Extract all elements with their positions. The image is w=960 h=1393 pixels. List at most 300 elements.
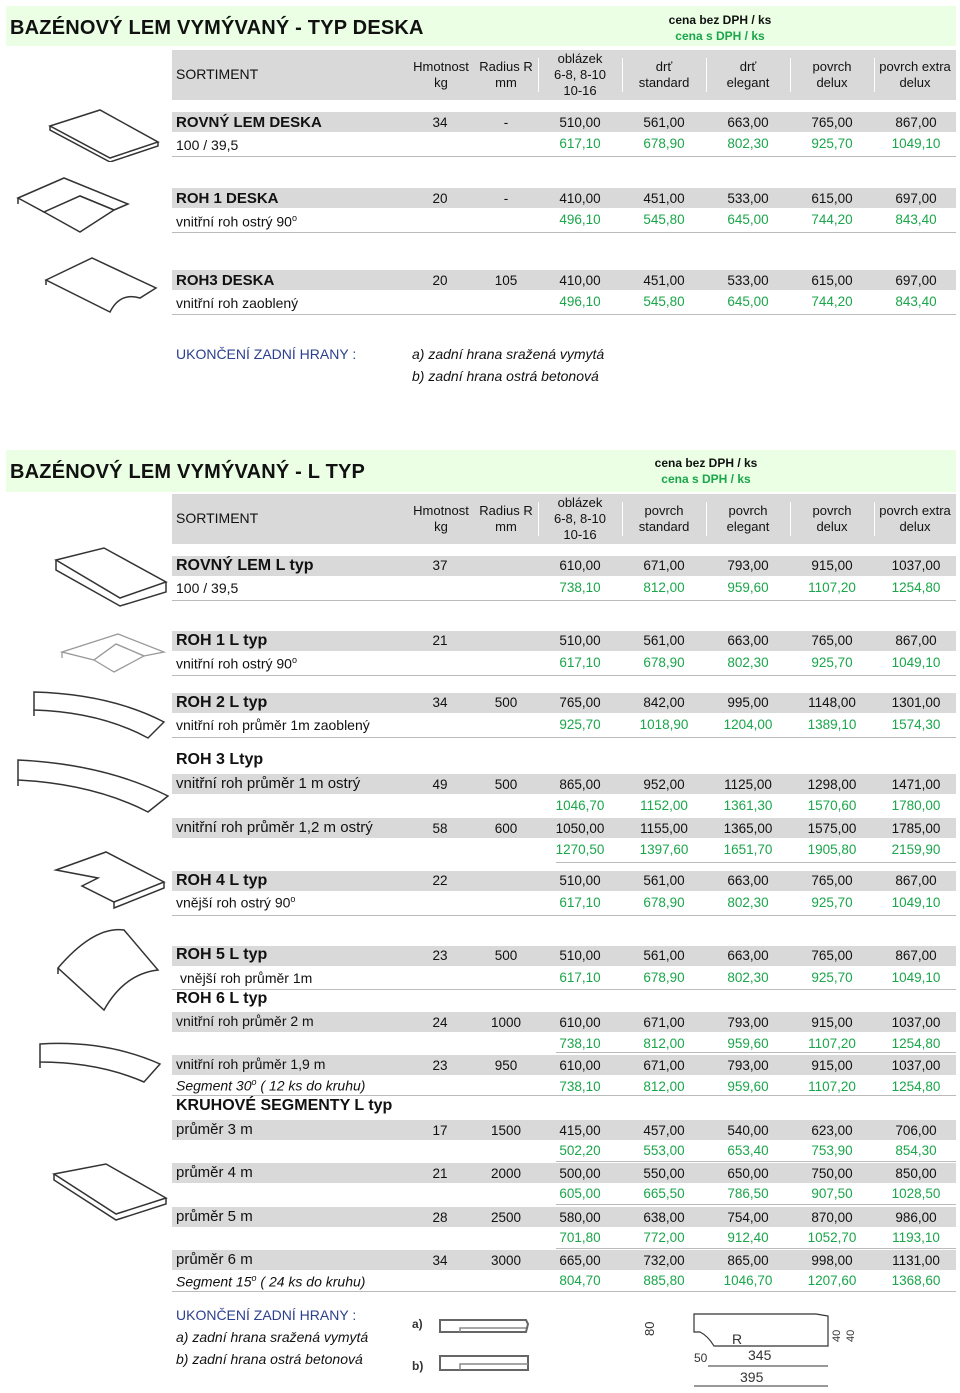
product-description — [176, 580, 238, 596]
product-image-roh3-deska — [36, 254, 166, 322]
price-with-vat-value: 1254,80 — [891, 1079, 941, 1094]
col-povrch-delux: povrch delux — [812, 503, 852, 534]
product-image-rovny-lem-deska — [40, 108, 170, 162]
weight-value: 24 — [432, 1015, 448, 1030]
row-underline — [172, 1291, 956, 1292]
col-drt-elegant: drť elegant — [726, 59, 770, 90]
price-without-vat-value: 1471,00 — [891, 777, 941, 792]
product-name: ROH 1 L typ — [176, 632, 268, 649]
product-image-roh3-l — [14, 756, 174, 818]
price-without-vat-value: 915,00 — [811, 1015, 853, 1030]
price-without-vat-value: 500,00 — [559, 1166, 601, 1181]
price-with-vat-value: 1193,10 — [892, 1230, 940, 1245]
price-without-vat-value: 754,00 — [727, 1210, 769, 1225]
price-with-vat-value: 802,30 — [727, 970, 769, 985]
price-with-vat-value: 1046,70 — [555, 798, 605, 813]
price-without-vat-value: 623,00 — [811, 1123, 853, 1138]
col-povrch-delux: povrch delux — [812, 59, 852, 90]
section1-finish-b: b) zadní hrana ostrá betonová — [412, 368, 599, 384]
product-image-kruhovy-segment — [48, 1160, 172, 1222]
product-description — [176, 213, 297, 230]
price-with-vat-value: 1018,90 — [639, 717, 689, 732]
weight-value: 34 — [432, 1253, 448, 1268]
product-name: ROH 4 L typ — [176, 872, 268, 889]
row-underline — [556, 1052, 956, 1053]
price-with-vat-value: 925,70 — [559, 717, 601, 732]
price-with-vat-value: 925,70 — [811, 970, 853, 985]
product-image-roh5-l — [54, 924, 166, 1020]
product-description-text: průměr 6 m — [176, 1251, 253, 1268]
weight-value: 21 — [432, 1166, 448, 1181]
price-with-vat-value: 1046,70 — [723, 1273, 773, 1288]
product-description — [176, 819, 373, 836]
price-without-vat-value: 765,00 — [811, 633, 853, 648]
price-without-vat-value: 697,00 — [895, 191, 937, 206]
price-with-vat-value: 1049,10 — [891, 136, 941, 151]
price-with-vat-value: 665,50 — [643, 1186, 685, 1201]
price-with-vat: cena s DPH / ks — [661, 472, 751, 486]
dim-80: 80 — [642, 1321, 657, 1336]
product-description — [176, 775, 360, 792]
price-without-vat-value: 865,00 — [559, 777, 601, 792]
price-with-vat-value: 553,00 — [643, 1143, 685, 1158]
price-with-vat-value: 772,00 — [643, 1230, 685, 1245]
price-with-vat-value: 1204,00 — [723, 717, 773, 732]
price-without-vat-value: 561,00 — [643, 633, 685, 648]
weight-value: 49 — [432, 777, 448, 792]
price-without-vat-value: 451,00 — [643, 191, 685, 206]
radius-value: - — [503, 191, 509, 206]
product-description-text: vnitřní roh průměr 1m zaoblený — [176, 717, 370, 733]
product-description-text: vnitřní roh průměr 2 m — [176, 1013, 314, 1029]
row-underline — [556, 1161, 956, 1162]
product-description — [180, 970, 312, 986]
price-with-vat-value: 744,20 — [811, 294, 853, 309]
product-description — [176, 655, 297, 672]
product-description-text: průměr 4 m — [176, 1164, 253, 1181]
price-without-vat-value: 663,00 — [727, 633, 769, 648]
price-without-vat-value: 750,00 — [811, 1166, 853, 1181]
row-underline — [172, 1095, 956, 1096]
row-underline — [172, 232, 956, 233]
price-without-vat-value: 986,00 — [895, 1210, 937, 1225]
price-without-vat-value: 663,00 — [727, 115, 769, 130]
segment-note — [176, 1077, 365, 1094]
price-with-vat-value: 545,80 — [643, 212, 685, 227]
edge-profile-drawing — [408, 1306, 948, 1390]
price-without-vat-value: 510,00 — [559, 948, 601, 963]
price-with-vat-value: 1049,10 — [891, 655, 941, 670]
profile-label-b: b) — [412, 1359, 424, 1373]
price-without-vat-value: 665,00 — [559, 1253, 601, 1268]
price-with-vat-value: 678,90 — [643, 136, 685, 151]
col-hmotnost: Hmotnost kg — [413, 59, 469, 90]
row-underline — [556, 1204, 956, 1205]
weight-value: 58 — [432, 821, 448, 836]
weight-value: 34 — [432, 695, 448, 710]
price-with-vat-value: 645,00 — [727, 294, 769, 309]
price-without-vat-value: 850,00 — [895, 1166, 937, 1181]
price-with-vat-value: 885,80 — [643, 1273, 685, 1288]
price-without-vat-value: 867,00 — [895, 948, 937, 963]
product-name: ROH 3 Ltyp — [176, 751, 264, 768]
product-name: ROH3 DESKA — [176, 272, 275, 289]
price-with-vat-value: 959,60 — [727, 1036, 769, 1051]
product-description — [176, 1251, 253, 1268]
price-without-vat-value: 793,00 — [727, 1015, 769, 1030]
product-image-rovny-lem-l — [48, 546, 172, 608]
radius-value: 500 — [494, 948, 518, 963]
price-without-vat-value: 915,00 — [811, 1058, 853, 1073]
segment-text: Segment 30 — [176, 1077, 252, 1094]
price-without-vat-value: 865,00 — [727, 1253, 769, 1268]
price-with-vat-value: 1780,00 — [891, 798, 941, 813]
price-without-vat-value: 561,00 — [643, 948, 685, 963]
price-without-vat-value: 410,00 — [559, 191, 601, 206]
price-with-vat-value: 678,90 — [643, 655, 685, 670]
product-name: ROH 1 DESKA — [176, 190, 279, 207]
product-name: ROH 6 L typ — [176, 990, 268, 1007]
section2-price-head — [616, 455, 796, 487]
price-without-vat-value: 1125,00 — [724, 777, 772, 792]
weight-value: 37 — [432, 558, 448, 573]
price-with-vat-value: 496,10 — [559, 212, 601, 227]
row-underline — [172, 989, 956, 990]
price-without-vat-value: 615,00 — [811, 191, 853, 206]
price-with-vat-value: 1049,10 — [891, 970, 941, 985]
product-description — [176, 295, 298, 311]
sortiment-label: SORTIMENT — [176, 510, 259, 526]
radius-value: 1500 — [490, 1123, 522, 1138]
price-without-vat-value: 610,00 — [559, 1058, 601, 1073]
price-without-vat-value: 765,00 — [811, 948, 853, 963]
price-with-vat-value: 1397,60 — [639, 842, 689, 857]
row-underline — [172, 915, 956, 916]
weight-value: 20 — [432, 191, 448, 206]
section1-header — [172, 50, 956, 100]
price-with-vat-value: 802,30 — [727, 895, 769, 910]
section2-header — [172, 494, 956, 544]
price-without-vat-value: 671,00 — [643, 1015, 685, 1030]
radius-value: 500 — [494, 777, 518, 792]
price-without-vat-value: 1148,00 — [808, 695, 856, 710]
price-without-vat-value: 952,00 — [643, 777, 685, 792]
product-description — [176, 1121, 253, 1138]
segment-count: ( 12 ks do kruhu) — [256, 1077, 366, 1094]
row-underline — [172, 156, 956, 157]
price-with-vat-value: 617,10 — [559, 895, 601, 910]
price-without-vat: cena bez DPH / ks — [668, 13, 772, 27]
price-with-vat-value: 1049,10 — [891, 895, 941, 910]
price-with-vat-value: 907,50 — [811, 1186, 853, 1201]
price-with-vat-value: 1651,70 — [723, 842, 773, 857]
segment-note — [176, 1273, 365, 1290]
product-description-text: 100 / 39,5 — [176, 580, 239, 596]
degree-sup: o — [291, 213, 297, 223]
price-with-vat-value: 1905,80 — [807, 842, 857, 857]
price-with-vat-value: 1107,20 — [808, 1079, 856, 1094]
col-drt-standard: drť standard — [638, 59, 690, 90]
radius-value: 1000 — [490, 1015, 522, 1030]
price-with-vat-value: 502,20 — [559, 1143, 601, 1158]
price-without-vat-value: 1050,00 — [555, 821, 605, 836]
section1-finish-label: UKONČENÍ ZADNÍ HRANY : — [176, 346, 357, 362]
price-with-vat-value: 1107,20 — [808, 580, 856, 595]
weight-value: 34 — [432, 115, 448, 130]
price-with-vat-value: 744,20 — [811, 212, 853, 227]
price-without-vat-value: 663,00 — [727, 873, 769, 888]
price-without-vat-value: 1575,00 — [807, 821, 857, 836]
product-image-roh2-l — [30, 688, 170, 748]
price-with-vat-value: 738,10 — [559, 1036, 601, 1051]
product-description-text: vnější roh průměr 1m — [180, 970, 313, 986]
price-without-vat-value: 842,00 — [643, 695, 685, 710]
price-without-vat-value: 410,00 — [559, 273, 601, 288]
weight-value: 23 — [432, 1058, 448, 1073]
price-without-vat-value: 1037,00 — [891, 558, 941, 573]
section2-finish-label: UKONČENÍ ZADNÍ HRANY : — [176, 1307, 357, 1323]
price-without-vat-value: 1785,00 — [891, 821, 941, 836]
price-without-vat-value: 995,00 — [727, 695, 769, 710]
product-image-roh1-deska — [14, 174, 134, 240]
product-description — [176, 1164, 253, 1181]
price-with-vat-value: 1152,00 — [640, 798, 688, 813]
weight-value: 20 — [432, 273, 448, 288]
price-without-vat-value: 793,00 — [727, 558, 769, 573]
degree-sup: o — [251, 1077, 257, 1087]
section1-price-head — [630, 12, 810, 44]
price-with-vat-value: 1028,50 — [891, 1186, 941, 1201]
radius-value: 105 — [494, 273, 518, 288]
degree-sup: o — [251, 1273, 257, 1283]
price-with-vat-value: 1389,10 — [807, 717, 857, 732]
price-with-vat-value: 1368,60 — [891, 1273, 941, 1288]
price-without-vat-value: 867,00 — [895, 873, 937, 888]
product-name: ROH 2 L typ — [176, 694, 268, 711]
price-with-vat-value: 843,40 — [895, 212, 937, 227]
weight-value: 17 — [432, 1123, 448, 1138]
price-without-vat-value: 533,00 — [727, 191, 769, 206]
price-without-vat-value: 540,00 — [727, 1123, 769, 1138]
dim-40-a: 40 — [831, 1329, 843, 1342]
price-with-vat-value: 1207,60 — [807, 1273, 857, 1288]
product-image-roh6-l — [36, 1036, 168, 1094]
row-underline — [172, 737, 956, 738]
sortiment-label: SORTIMENT — [176, 66, 259, 82]
price-with-vat-value: 738,10 — [559, 580, 601, 595]
price-with-vat-value: 1574,30 — [891, 717, 941, 732]
price-without-vat: cena bez DPH / ks — [654, 456, 758, 470]
price-without-vat-value: 706,00 — [895, 1123, 937, 1138]
product-description-text: průměr 5 m — [176, 1208, 253, 1225]
radius-value: 950 — [494, 1058, 518, 1073]
price-without-vat-value: 457,00 — [643, 1123, 685, 1138]
price-with-vat-value: 617,10 — [559, 970, 601, 985]
product-description-text: vnitřní roh průměr 1 m ostrý — [176, 775, 361, 792]
price-with-vat-value: 545,80 — [643, 294, 685, 309]
col-povrch-standard: povrch standard — [638, 503, 690, 534]
row-underline — [172, 600, 956, 601]
dim-395: 395 — [740, 1369, 764, 1385]
price-without-vat-value: 550,00 — [643, 1166, 685, 1181]
price-without-vat-value: 697,00 — [895, 273, 937, 288]
price-without-vat-value: 1155,00 — [640, 821, 688, 836]
col-oblazek: oblázek 6-8, 8-10 10-16 — [553, 51, 607, 98]
price-without-vat-value: 1037,00 — [891, 1015, 941, 1030]
product-description — [176, 137, 238, 153]
price-without-vat-value: 561,00 — [643, 115, 685, 130]
price-without-vat-value: 1037,00 — [891, 1058, 941, 1073]
product-description — [176, 1208, 253, 1225]
weight-value: 22 — [432, 873, 448, 888]
section2-finish-a: a) zadní hrana sražená vymytá — [176, 1329, 369, 1345]
price-without-vat-value: 615,00 — [811, 273, 853, 288]
section1-finish-a: a) zadní hrana sražená vymytá — [412, 346, 605, 362]
price-with-vat-value: 854,30 — [895, 1143, 937, 1158]
row-underline — [172, 314, 956, 315]
dim-345: 345 — [748, 1347, 772, 1363]
price-without-vat-value: 867,00 — [895, 115, 937, 130]
product-name: ROVNÝ LEM L typ — [176, 557, 314, 574]
product-description — [176, 1056, 325, 1072]
product-description-text: vnitřní roh ostrý 90 — [176, 213, 292, 230]
price-without-vat-value: 510,00 — [559, 633, 601, 648]
price-without-vat-value: 867,00 — [895, 633, 937, 648]
radius-value: 2500 — [490, 1210, 522, 1225]
profile-label-a: a) — [412, 1317, 423, 1331]
segment-text: Segment 15 — [176, 1273, 252, 1290]
product-description — [176, 1013, 314, 1029]
product-image-roh1-l — [58, 630, 170, 678]
weight-value: 21 — [432, 633, 448, 648]
price-with-vat-value: 925,70 — [811, 655, 853, 670]
price-with-vat-value: 2159,90 — [891, 842, 941, 857]
segment-count: ( 24 ks do kruhu) — [256, 1273, 366, 1290]
radius-value: 600 — [494, 821, 518, 836]
col-radius: Radius R mm — [479, 59, 533, 90]
col-radius: Radius R mm — [479, 503, 533, 534]
product-description-text: vnitřní roh průměr 1,2 m ostrý — [176, 819, 373, 836]
price-without-vat-value: 1365,00 — [723, 821, 773, 836]
price-with-vat-value: 617,10 — [559, 136, 601, 151]
price-without-vat-value: 1301,00 — [891, 695, 941, 710]
price-with-vat-value: 753,90 — [811, 1143, 853, 1158]
price-without-vat-value: 732,00 — [643, 1253, 685, 1268]
degree-sup: o — [290, 894, 296, 904]
radius-value: 500 — [494, 695, 518, 710]
price-without-vat-value: 1298,00 — [807, 777, 857, 792]
row-underline — [556, 1248, 956, 1249]
price-with-vat-value: 802,30 — [727, 655, 769, 670]
price-with-vat-value: 1254,80 — [891, 1036, 941, 1051]
price-with-vat-value: 925,70 — [811, 136, 853, 151]
price-without-vat-value: 998,00 — [811, 1253, 853, 1268]
col-povrch-elegant: povrch elegant — [726, 503, 770, 534]
price-with-vat-value: 812,00 — [643, 1036, 685, 1051]
price-without-vat-value: 415,00 — [559, 1123, 601, 1138]
price-with-vat-value: 812,00 — [643, 580, 685, 595]
price-without-vat-value: 765,00 — [559, 695, 601, 710]
product-name: KRUHOVÉ SEGMENTY L typ — [176, 1097, 393, 1114]
price-without-vat-value: 451,00 — [643, 273, 685, 288]
price-with-vat-value: 605,00 — [559, 1186, 601, 1201]
price-with-vat-value: 617,10 — [559, 655, 601, 670]
weight-value: 28 — [432, 1210, 448, 1225]
product-image-roh4-l — [52, 848, 172, 918]
row-underline — [172, 675, 956, 676]
col-povrch-extra-delux: povrch extra delux — [879, 59, 951, 90]
dim-50: 50 — [694, 1351, 708, 1365]
price-without-vat-value: 580,00 — [559, 1210, 601, 1225]
dim-r: R — [732, 1331, 743, 1347]
price-without-vat-value: 533,00 — [727, 273, 769, 288]
product-name: ROVNÝ LEM DESKA — [176, 114, 322, 131]
weight-value: 23 — [432, 948, 448, 963]
col-oblazek: oblázek 6-8, 8-10 10-16 — [553, 495, 607, 542]
product-description — [176, 894, 295, 911]
price-with-vat-value: 645,00 — [727, 212, 769, 227]
price-with-vat-value: 1107,20 — [808, 1036, 856, 1051]
price-with-vat-value: 804,70 — [559, 1273, 601, 1288]
price-with-vat-value: 1254,80 — [891, 580, 941, 595]
price-without-vat-value: 915,00 — [811, 558, 853, 573]
radius-value: 2000 — [490, 1166, 522, 1181]
price-with-vat-value: 1052,70 — [807, 1230, 857, 1245]
product-description-text: 100 / 39,5 — [176, 137, 239, 153]
price-with-vat-value: 959,60 — [727, 580, 769, 595]
price-with-vat-value: 496,10 — [559, 294, 601, 309]
price-without-vat-value: 765,00 — [811, 115, 853, 130]
radius-value: 3000 — [490, 1253, 522, 1268]
product-description-text: průměr 3 m — [176, 1121, 253, 1138]
dim-40-b: 40 — [845, 1329, 857, 1342]
price-without-vat-value: 1131,00 — [892, 1253, 940, 1268]
section1-title: BAZÉNOVÝ LEM VYMÝVANÝ - TYP DESKA — [10, 17, 424, 39]
product-description-text: vnitřní roh zaoblený — [176, 295, 299, 311]
price-with-vat-value: 925,70 — [811, 895, 853, 910]
price-without-vat-value: 610,00 — [559, 1015, 601, 1030]
price-with-vat-value: 786,50 — [727, 1186, 769, 1201]
price-without-vat-value: 650,00 — [727, 1166, 769, 1181]
price-without-vat-value: 663,00 — [727, 948, 769, 963]
section2-title: BAZÉNOVÝ LEM VYMÝVANÝ - L TYP — [10, 461, 366, 483]
price-without-vat-value: 793,00 — [727, 1058, 769, 1073]
radius-value: - — [503, 115, 509, 130]
price-without-vat-value: 671,00 — [643, 558, 685, 573]
price-with-vat: cena s DPH / ks — [675, 29, 765, 43]
price-with-vat-value: 802,30 — [727, 136, 769, 151]
price-with-vat-value: 843,40 — [895, 294, 937, 309]
price-with-vat-value: 1570,60 — [807, 798, 857, 813]
price-without-vat-value: 870,00 — [811, 1210, 853, 1225]
price-without-vat-value: 510,00 — [559, 115, 601, 130]
product-name: ROH 5 L typ — [176, 946, 268, 963]
product-description-text: vnitřní roh průměr 1,9 m — [176, 1056, 326, 1072]
price-with-vat-value: 912,40 — [727, 1230, 769, 1245]
price-with-vat-value: 653,40 — [727, 1143, 769, 1158]
col-hmotnost: Hmotnost kg — [413, 503, 469, 534]
price-with-vat-value: 959,60 — [727, 1079, 769, 1094]
price-with-vat-value: 738,10 — [559, 1079, 601, 1094]
col-povrch-extra-delux: povrch extra delux — [879, 503, 951, 534]
degree-sup: o — [291, 655, 297, 665]
price-with-vat-value: 701,80 — [559, 1230, 601, 1245]
section2-finish-b: b) zadní hrana ostrá betonová — [176, 1351, 363, 1367]
price-without-vat-value: 561,00 — [643, 873, 685, 888]
price-with-vat-value: 1270,50 — [555, 842, 605, 857]
product-description-text: vnitřní roh ostrý 90 — [176, 655, 292, 672]
price-without-vat-value: 765,00 — [811, 873, 853, 888]
